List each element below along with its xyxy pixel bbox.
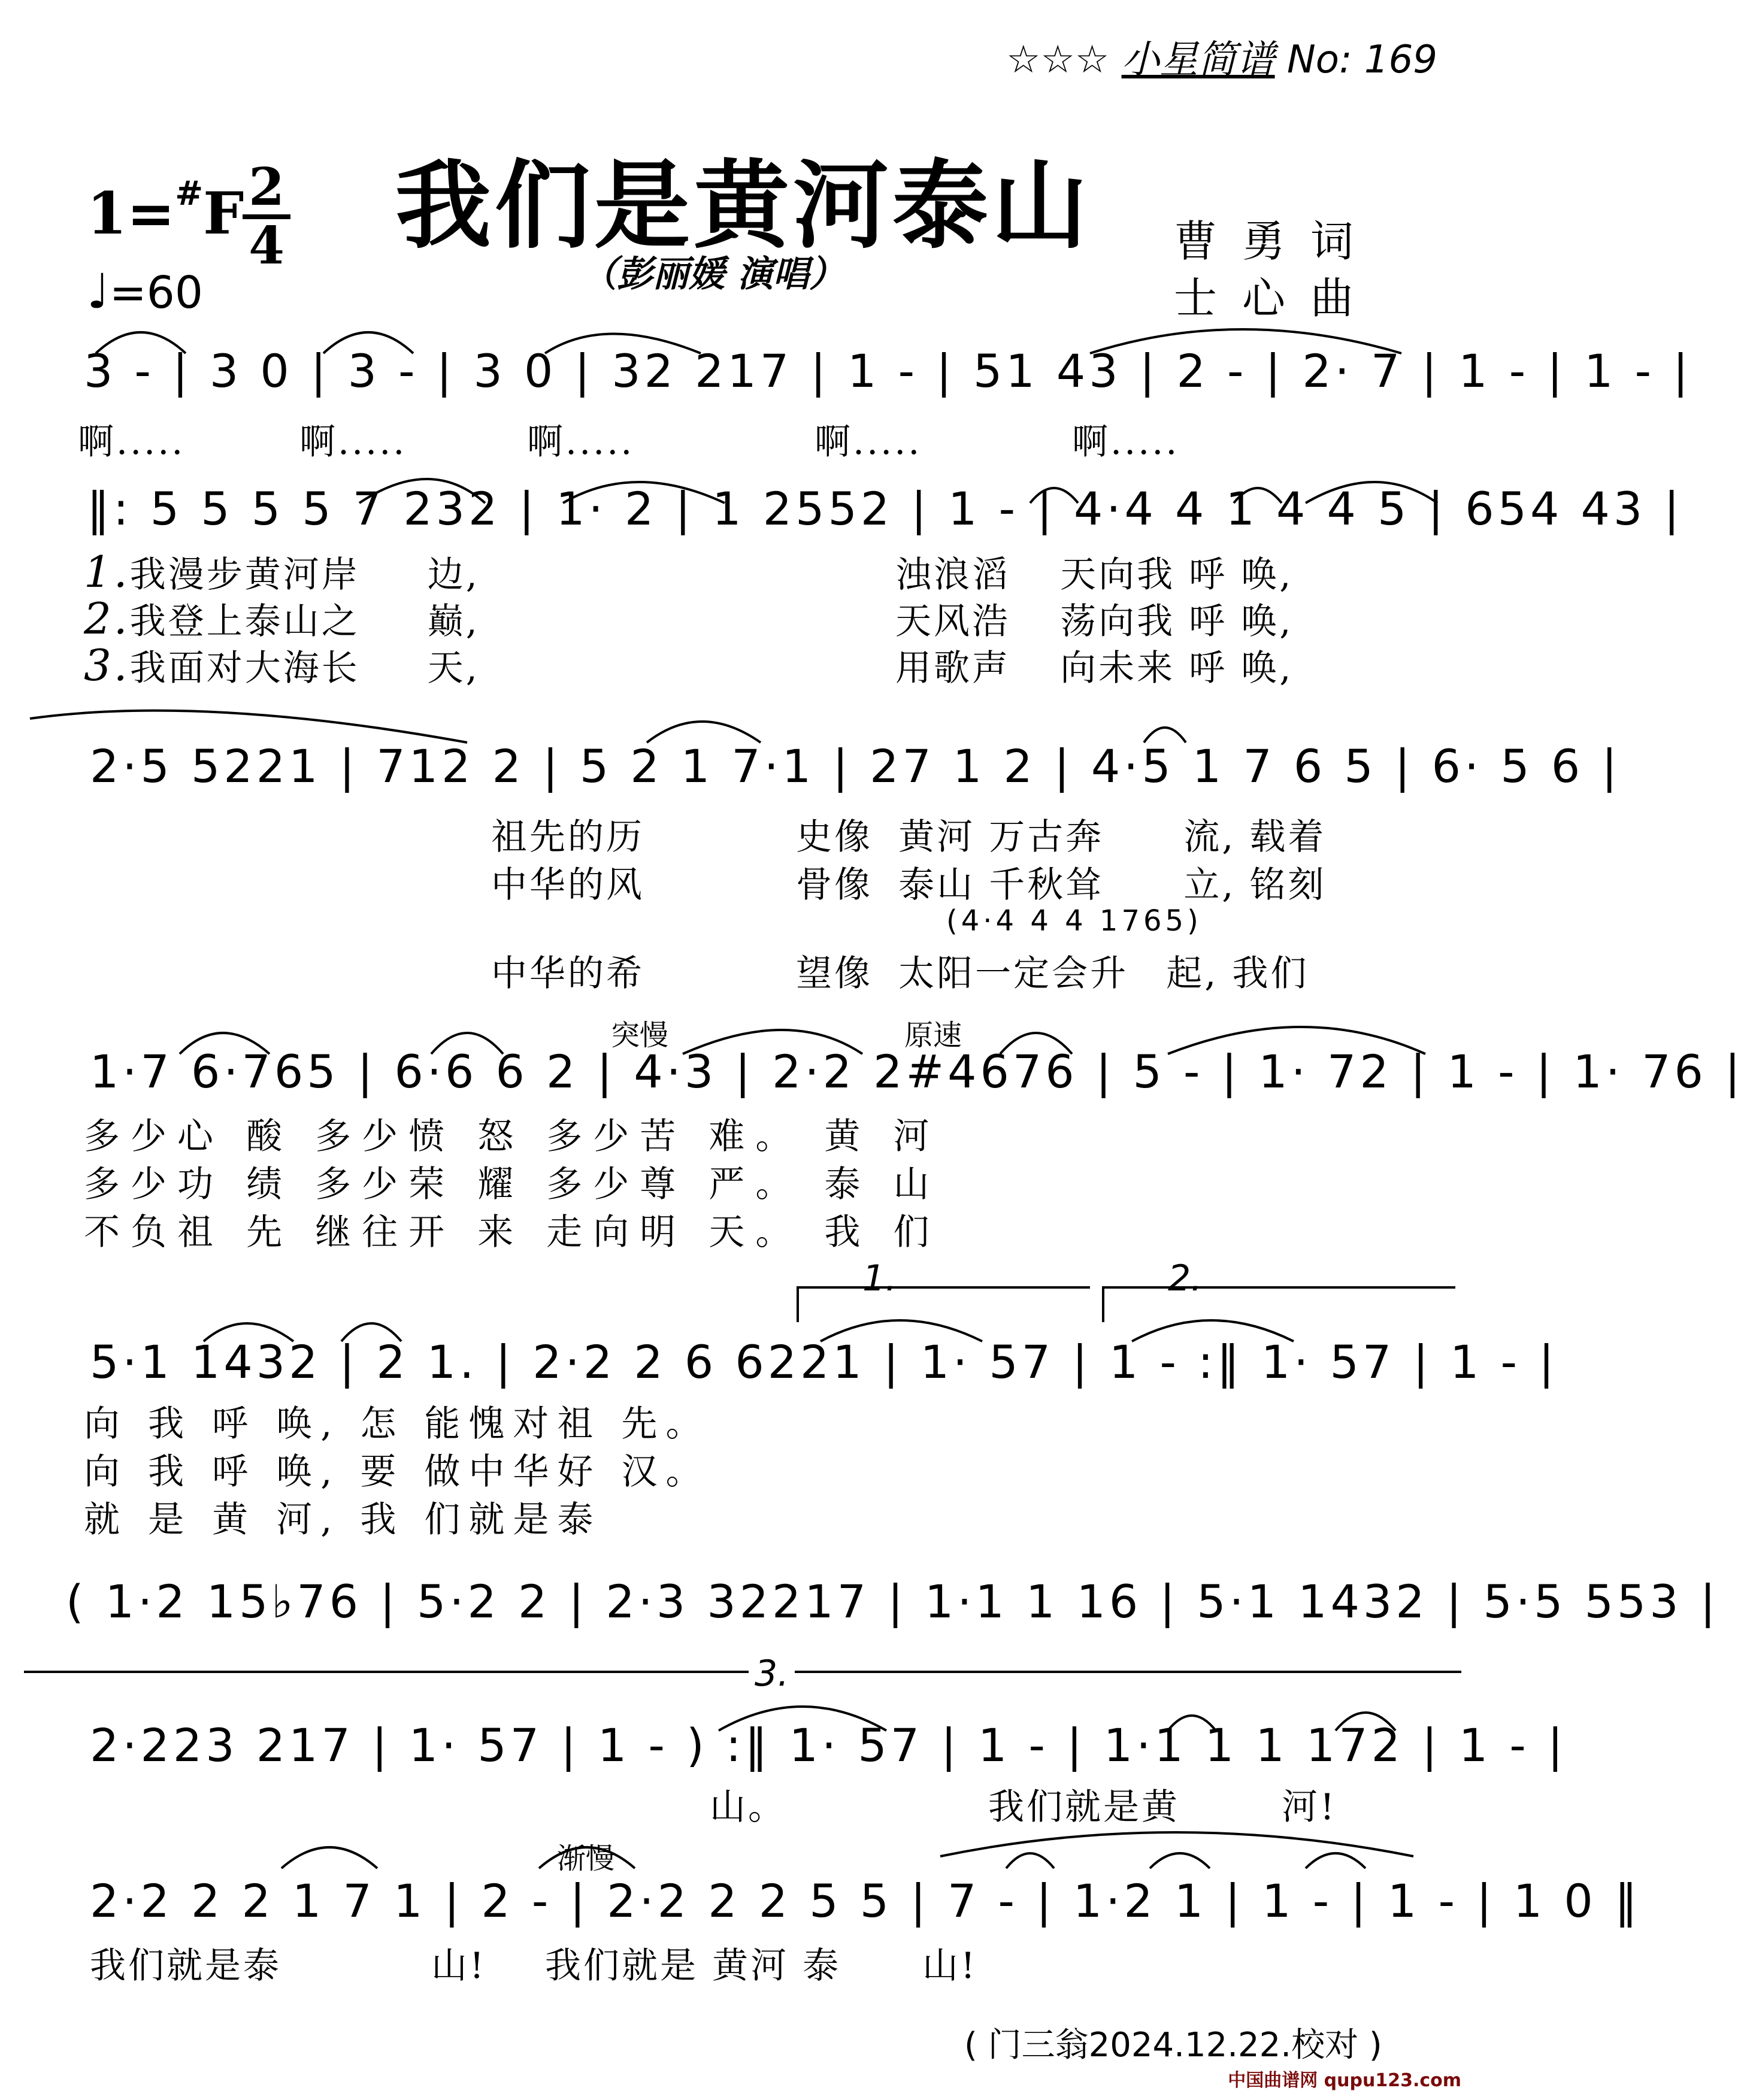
- row1-lyric-2: 啊.....: [299, 421, 407, 463]
- singer-credit: （彭丽媛 演唱）: [581, 253, 845, 295]
- row8-lyric-1: 我们就是泰: [90, 1945, 281, 1987]
- row5-verse2: 向 我 呼 唤, 要 做中华好 汉。: [84, 1451, 710, 1493]
- row3-notes: 2·5 5221 | 712 2 | 5 2 1 7·1 | 27 1 2 | 4·5 1 7 6 5 | 6· 5 6 |: [90, 740, 1621, 793]
- row7-lyric-2: 我们就是黄: [988, 1786, 1180, 1828]
- row7-notes: 2·223 217 | 1· 57 | 1 - ) :‖ 1· 57 | 1 - | 1·1 1 1 172 | 1 - |: [90, 1719, 1567, 1772]
- volta-2-bracket: [1102, 1286, 1455, 1289]
- section-divider-line: [24, 1671, 1461, 1673]
- row1-lyric-3: 啊.....: [527, 421, 635, 463]
- row8-slurs: [275, 1814, 1425, 1874]
- row8-lyric-4: 山!: [922, 1945, 978, 1987]
- quarter-note-icon: ♩: [87, 263, 110, 319]
- verse2-line1: 2.我登上泰山之 巅,: [84, 593, 480, 644]
- row1-lyric-4: 啊.....: [815, 421, 922, 463]
- score-number: No: 169: [1286, 38, 1437, 82]
- row4-verse1: 多少心 酸 多少愤 怒 多少苦 难。 黄 河: [84, 1116, 940, 1157]
- site-watermark: 中国曲谱网 qupu123.com: [1228, 2070, 1461, 2091]
- volta-2-label: 2.: [1168, 1257, 1203, 1299]
- row3-verse3: 中华的希 望像 太阳一定会升 起, 我们: [491, 953, 1309, 995]
- row5-verse3: 就 是 黄 河, 我 们就是泰: [84, 1499, 602, 1541]
- row5-verse1: 向 我 呼 唤, 怎 能愧对祖 先。: [84, 1403, 710, 1445]
- volta-3-label: 3.: [749, 1653, 795, 1695]
- volta-1-label: 1.: [862, 1257, 897, 1299]
- row1-lyric-5: 啊.....: [1072, 421, 1180, 463]
- series-name[interactable]: 小星简谱: [1121, 38, 1275, 82]
- row6-notes: ( 1·2 15♭76 | 5·2 2 | 2·3 32217 | 1·1 1 16 | 5·1 1432 | 5·5 553 |: [66, 1575, 1719, 1628]
- a-tempo-mark: 原速: [904, 1019, 962, 1052]
- verse1-line1: 1.我漫步黄河岸 边,: [84, 547, 480, 597]
- row4-verse3: 不负祖 先 继往开 来 走向明 天。 我 们: [84, 1211, 940, 1253]
- sudden-slow-mark: 突慢: [611, 1019, 669, 1052]
- row3-alt-notes: (4·4 4 4 1765): [946, 904, 1202, 938]
- stars: ☆☆☆: [1006, 38, 1110, 82]
- row8-notes: 2·2 2 2 1 7 1 | 2 - | 2·2 2 2 5 5 | 7 - | 1·2 1 | 1 - | 1 - | 1 0 ‖: [90, 1874, 1641, 1928]
- row8-lyric-2: 山!: [431, 1945, 487, 1987]
- row3-verse2: 中华的风 骨像 泰山 千秋耸 立, 铭刻: [491, 864, 1327, 906]
- tempo-marking: ♩=60: [87, 263, 203, 319]
- row4-notes: 1·7 6·765 | 6·6 6 2 | 4·3 | 2·2 2#4676 | 5 - | 1· 72 | 1 - | 1· 76 |: [90, 1045, 1744, 1098]
- row1-notes: 3 - | 3 0 | 3 - | 3 0 | 32 217 | 1 - | 51 43 | 2 - | 2· 7 | 1 - | 1 - |: [84, 344, 1692, 398]
- series-header: [1006, 29, 1437, 84]
- row2-notes: ‖: 5 5 5 5 7 232 | 1· 2 | 1 2552 | 1 - | 4·4 4 1 4 4 5 | 654 43 |: [87, 482, 1683, 535]
- row1-lyric-1: 啊.....: [78, 421, 186, 463]
- proofread-note: ( 门三翁2024.12.22.校对 ): [964, 2026, 1382, 2065]
- row5-notes: 5·1 1432 | 2 1. | 2·2 2 6 6221 | 1· 57 | 1 - :‖ 1· 57 | 1 - |: [90, 1335, 1558, 1389]
- row8-lyric-3: 我们就是 黄河 泰: [545, 1945, 841, 1987]
- time-signature: 2 4: [243, 160, 290, 273]
- row7-lyric-1: 山。: [710, 1786, 786, 1828]
- row3-verse1: 祖先的历 史像 黄河 万古奔 流, 载着: [491, 816, 1327, 858]
- verse3-line1: 3.我面对大海长 天,: [84, 640, 480, 690]
- lyricist-credit: 曹勇词: [1174, 216, 1379, 266]
- gradual-slow-mark: 渐慢: [557, 1842, 615, 1875]
- row4-verse2: 多少功 绩 多少荣 耀 多少尊 严。 泰 山: [84, 1163, 940, 1205]
- row7-lyric-3: 河!: [1282, 1786, 1337, 1828]
- song-title: 我们是黄河泰山: [395, 149, 1092, 262]
- composer-credit: 士心曲: [1174, 273, 1379, 323]
- volta-1-bracket: [797, 1286, 1090, 1289]
- key-signature: 1=#F: [87, 174, 244, 247]
